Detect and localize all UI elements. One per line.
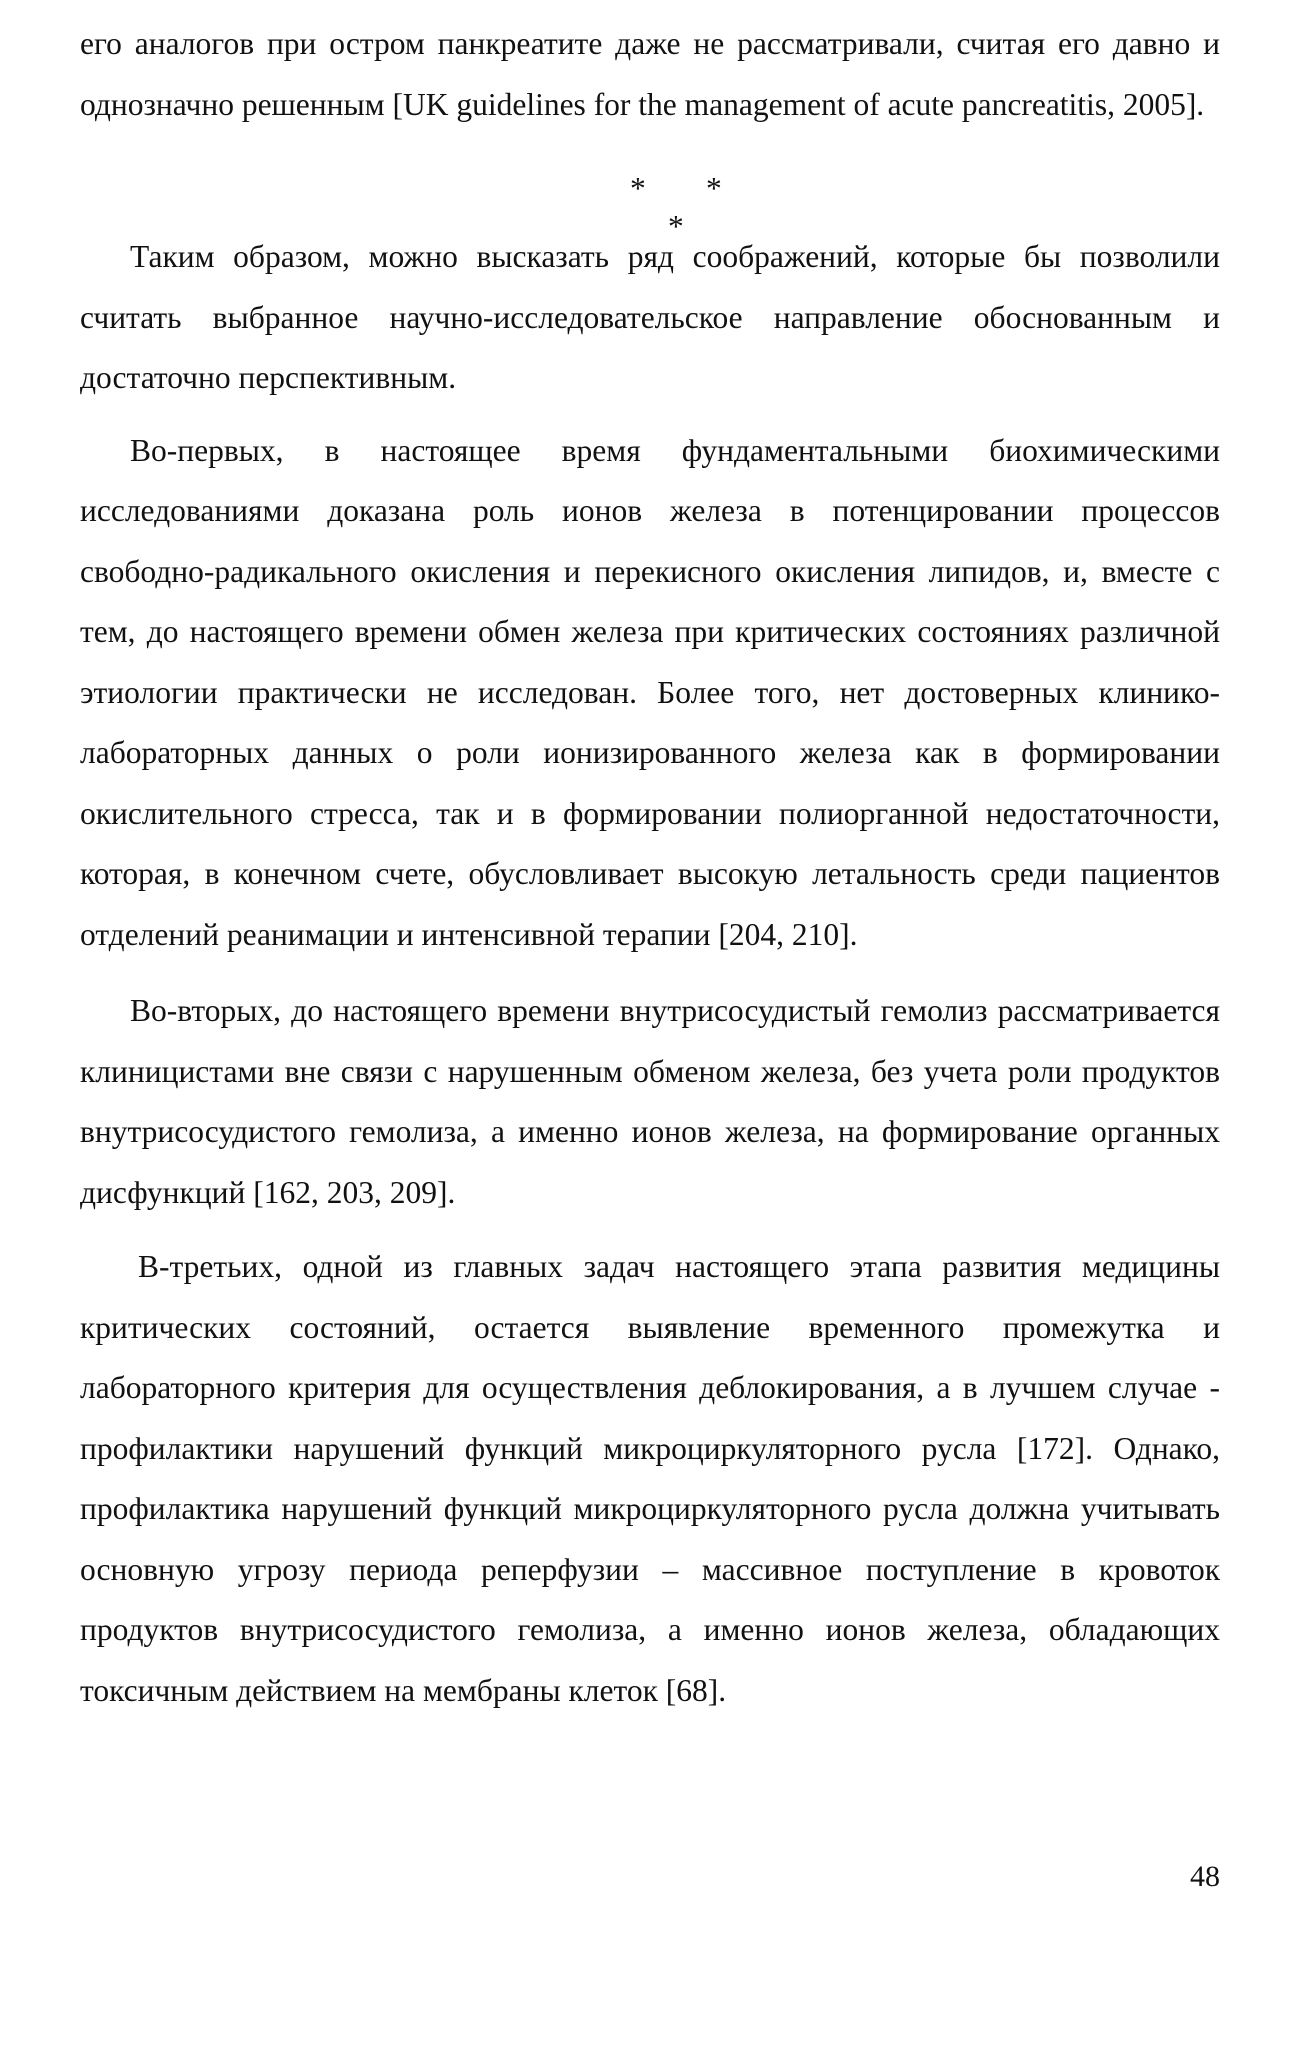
paragraph-third-point: В-третьих, одной из главных задач настоящего этапа развития медицины критических состояний, остается выявление временного промежутка и лабораторного критерия для осуществления деблокирования, а в лучшем случае - профилактики нарушений функций микроциркуляторного русла [172]. Однако, профилактика нарушений функций микроциркуляторного русла должна учитывать основную угрозу периода реперфузии – массивное поступление в кровоток продуктов внутрисосудистого гемолиза, а именно ионов железа, обладающих токсичным действием на мембраны клеток [68]. bbox=[80, 1249, 1220, 1708]
page-number: 48 bbox=[1190, 1860, 1220, 1893]
separator-asterisk: * bbox=[668, 209, 684, 244]
separator-asterisk: * bbox=[630, 171, 646, 206]
paragraph-continuation: его аналогов при остром панкреатите даже не рассматривали, считая его давно и однозначно решенным [UK guidelines for the management of acute pancreatitis, 2005]. bbox=[80, 26, 1220, 122]
section-separator bbox=[80, 135, 1220, 244]
paragraph-first-point: Во-первых, в настоящее время фундаментальными биохимическими исследованиями доказана роль ионов железа в потенцировании процессов свободно-радикального окисления и перекисного окисления липидов, и, вместе с тем, до настоящего времени обмен железа при критических состояниях различной этиологии практически не исследован. Более того, нет достоверных клинико-лабораторных данных о роли ионизированного железа как в формировании окислительного стресса, так и в формировании полиорганной недостаточности, которая, в конечном счете, обусловливает высокую летальность среди пациентов отделений реанимации и интенсивной терапии [204, 210]. bbox=[80, 432, 1220, 952]
document-page bbox=[80, 14, 1220, 1721]
paragraph-second-point: Во-вторых, до настоящего времени внутрисосудистый гемолиз рассматривается клиницистами вне связи с нарушенным обменом железа, без учета роли продуктов внутрисосудистого гемолиза, а именно ионов железа, на формирование органных дисфункций [162, 203, 209]. bbox=[80, 993, 1220, 1210]
separator-asterisk: * bbox=[706, 171, 722, 206]
paragraph-summary: Таким образом, можно высказать ряд соображений, которые бы позволили считать выбранное научно-исследовательское направление обоснованным и достаточно перспективным. bbox=[80, 239, 1220, 395]
